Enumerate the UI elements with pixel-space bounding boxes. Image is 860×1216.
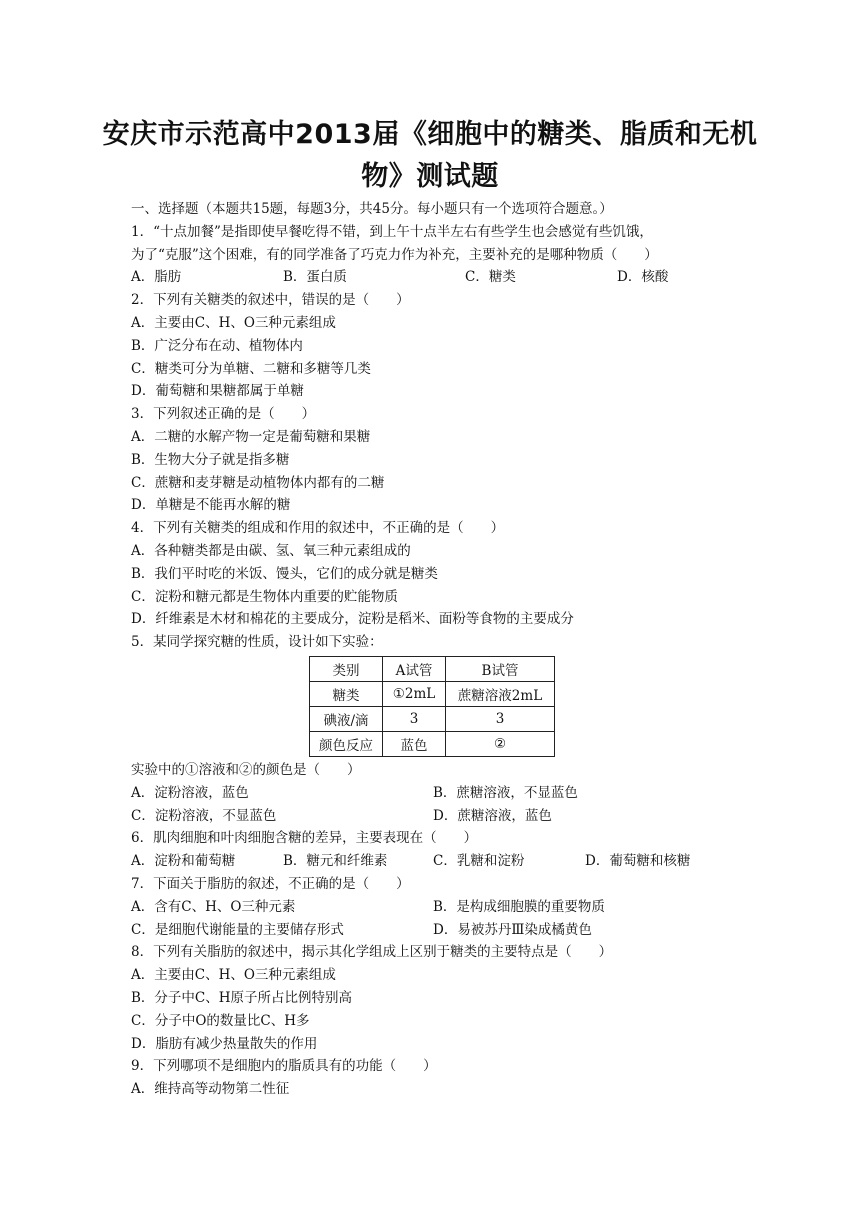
table-cell: A试管: [383, 656, 446, 681]
section-heading: 一、选择题（本题共15题，每题3分，共45分。每小题只有一个选项符合题意。）: [131, 201, 613, 217]
q8-option-b: B．分子中C、H原子所占比例特别高: [131, 989, 353, 1006]
q7-option-a: A．含有C、H、O三种元素: [131, 898, 296, 915]
q5-options-row2: [131, 805, 751, 828]
page-title-line2: 物》测试题: [361, 161, 499, 192]
q1-stem-line2: 为了“克服”这个困难，有的同学准备了巧克力作为补充，主要补充的是哪种物质（ ）: [131, 246, 658, 263]
table-cell: 颜色反应: [310, 731, 383, 756]
q9-stem: 9．下列哪项不是细胞内的脂质具有的功能（ ）: [131, 1058, 437, 1075]
table-row: [310, 681, 555, 706]
q4-stem: 4．下列有关糖类的组成和作用的叙述中，不正确的是（ ）: [131, 520, 505, 537]
q1-stem-line1: 1．“十点加餐”是指即使早餐吃得不错，到上午十点半左右有些学生也会感觉有些饥饿，: [131, 223, 653, 240]
q7-option-c: C．是细胞代谢能量的主要储存形式: [131, 921, 344, 938]
q1-option-a: A．脂肪: [131, 269, 182, 286]
q5-option-c: C．淀粉溶液，不显蓝色: [131, 807, 277, 824]
q7-option-d: D．易被苏丹Ⅲ染成橘黄色: [433, 921, 592, 938]
q9-option-a: A．维持高等动物第二性征: [131, 1081, 290, 1098]
q3-option-b: B．生物大分子就是指多糖: [131, 451, 290, 468]
q8-option-a: A．主要由C、H、O三种元素组成: [131, 967, 336, 984]
page-title-line1: 安庆市示范高中2013届《细胞中的糖类、脂质和无机: [102, 119, 758, 150]
q6-option-c: C．乳糖和淀粉: [433, 853, 525, 870]
q5-option-d: D．蔗糖溶液，蓝色: [433, 807, 552, 824]
q4-option-b: B．我们平时吃的米饭、馒头，它们的成分就是糖类: [131, 565, 438, 582]
q6-option-d: D．葡萄糖和核糖: [585, 853, 691, 870]
q2-option-b: B．广泛分布在动、植物体内: [131, 337, 303, 354]
q3-option-c: C．蔗糖和麦芽糖是动植物体内都有的二糖: [131, 474, 385, 491]
table-cell: 碘液/滴: [310, 706, 383, 731]
table-cell: 蔗糖溶液2mL: [446, 681, 555, 706]
q4-option-c: C．淀粉和糖元都是生物体内重要的贮能物质: [131, 588, 398, 605]
q7-option-b: B．是构成细胞膜的重要物质: [433, 898, 605, 915]
table-cell: 类别: [310, 656, 383, 681]
table-row: [310, 731, 555, 756]
q2-option-c: C．糖类可分为单糖、二糖和多糖等几类: [131, 360, 371, 377]
table-cell: 糖类: [310, 681, 383, 706]
q8-option-c: C．分子中O的数量比C、H多: [131, 1012, 310, 1029]
table-cell: B试管: [446, 656, 555, 681]
q5-option-b: B．蔗糖溶液，不显蓝色: [433, 784, 578, 801]
q1-option-c: C．糖类: [465, 269, 516, 286]
q2-stem: 2．下列有关糖类的叙述中，错误的是（ ）: [131, 292, 410, 309]
q6-stem: 6．肌肉细胞和叶肉细胞含糖的差异，主要表现在（ ）: [131, 830, 478, 847]
document-body: [131, 198, 751, 1101]
table-row: [310, 706, 555, 731]
q3-stem: 3．下列叙述正确的是（ ）: [131, 406, 316, 423]
q5-stem: 5．某同学探究糖的性质，设计如下实验：: [131, 634, 383, 651]
q6-option-b: B．糖元和纤维素: [283, 853, 388, 870]
q5-after-table: 实验中的①溶液和②的颜色是（ ）: [131, 761, 361, 778]
q5-options-row1: [131, 782, 751, 805]
q1-option-d: D．核酸: [617, 269, 669, 286]
q1-options: [131, 266, 751, 289]
q7-options-row2: [131, 919, 751, 942]
q6-options: [131, 850, 751, 873]
q1-option-b: B．蛋白质: [283, 269, 347, 286]
q2-option-d: D．葡萄糖和果糖都属于单糖: [131, 383, 304, 400]
q3-option-a: A．二糖的水解产物一定是葡萄糖和果糖: [131, 428, 371, 445]
experiment-table: [309, 656, 555, 757]
table-cell: 蓝色: [383, 731, 446, 756]
q2-option-a: A．主要由C、H、O三种元素组成: [131, 314, 336, 331]
q8-stem: 8．下列有关脂肪的叙述中，揭示其化学组成上区别于糖类的主要特点是（ ）: [131, 944, 613, 961]
q6-option-a: A．淀粉和葡萄糖: [131, 853, 236, 870]
q3-option-d: D．单糖是不能再水解的糖: [131, 497, 291, 514]
table-cell: ②: [446, 731, 555, 756]
q5-option-a: A．淀粉溶液，蓝色: [131, 784, 249, 801]
q4-option-d: D．纤维素是木材和棉花的主要成分，淀粉是稻米、面粉等食物的主要成分: [131, 611, 574, 628]
table-cell: 3: [383, 706, 446, 731]
q7-stem: 7．下面关于脂肪的叙述，不正确的是（ ）: [131, 875, 410, 892]
table-cell: ①2mL: [383, 681, 446, 706]
table-row: [310, 656, 555, 681]
table-cell: 3: [446, 706, 555, 731]
q8-option-d: D．脂肪有减少热量散失的作用: [131, 1035, 318, 1052]
q4-option-a: A．各种糖类都是由碳、氢、氧三种元素组成的: [131, 542, 411, 559]
q7-options-row1: [131, 896, 751, 919]
